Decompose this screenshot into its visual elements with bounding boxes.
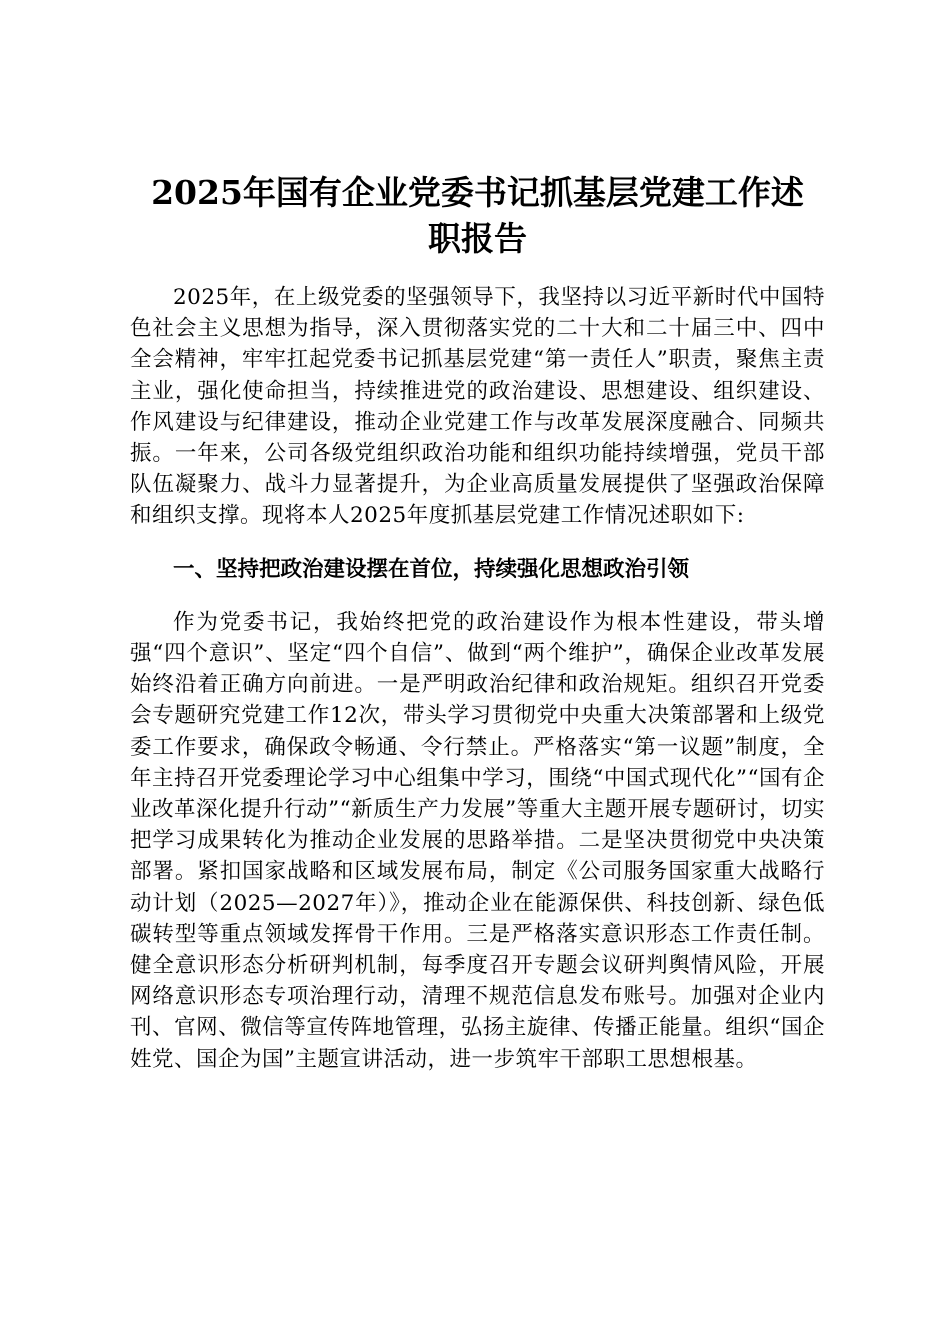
document-content: [130, 170, 825, 1075]
title-line-1: 2025年国有企业党委书记抓基层党建工作述: [151, 173, 804, 212]
section-1-body: 作为党委书记，我始终把党的政治建设作为根本性建设，带头增强“四个意识”、坚定“四个自信”、做到“两个维护”，确保企业改革发展始终沿着正确方向前进。一是严明政治纪律和政治规矩。组织召开党委会专题研究党建工作12次，带头学习贯彻党中央重大决策部署和上级党委工作要求，确保政令畅通、令行禁止。严格落实“第一议题”制度，全年主持召开党委理论学习中心组集中学习，围绕“中国式现代化”“国有企业改革深化提升行动”“新质生产力发展”等重大主题开展专题研讨，切实把学习成果转化为推动企业发展的思路举措。二是坚决贯彻党中央决策部署。紧扣国家战略和区域发展布局，制定《公司服务国家重大战略行动计划（2025—2027年）》，推动企业在能源保供、科技创新、绿色低碳转型等重点领域发挥骨干作用。三是严格落实意识形态工作责任制。健全意识形态分析研判机制，每季度召开专题会议研判舆情风险，开展网络意识形态专项治理行动，清理不规范信息发布账号。加强对企业内刊、官网、微信等宣传阵地管理，弘扬主旋律、传播正能量。组织“国企姓党、国企为国”主题宣讲活动，进一步筑牢干部职工思想根基。: [130, 609, 825, 1072]
title-line-2: 职报告: [428, 219, 527, 258]
section-1-heading: 一、坚持把政治建设摆在首位，持续强化思想政治引领: [173, 556, 690, 582]
intro-paragraph: 2025年，在上级党委的坚强领导下，我坚持以习近平新时代中国特色社会主义思想为指导，深入贯彻落实党的二十大和二十届三中、四中全会精神，牢牢扛起党委书记抓基层党建“第一责任人”职责，聚焦主责主业，强化使命担当，持续推进党的政治建设、思想建设、组织建设、作风建设与纪律建设，推动企业党建工作与改革发展深度融合、同频共振。一年来，公司各级党组织政治功能和组织功能持续增强，党员干部队伍凝聚力、战斗力显著提升，为企业高质量发展提供了坚强政治保障和组织支撑。现将本人2025年度抓基层党建工作情况述职如下:: [130, 285, 825, 529]
document-title: [130, 170, 825, 262]
